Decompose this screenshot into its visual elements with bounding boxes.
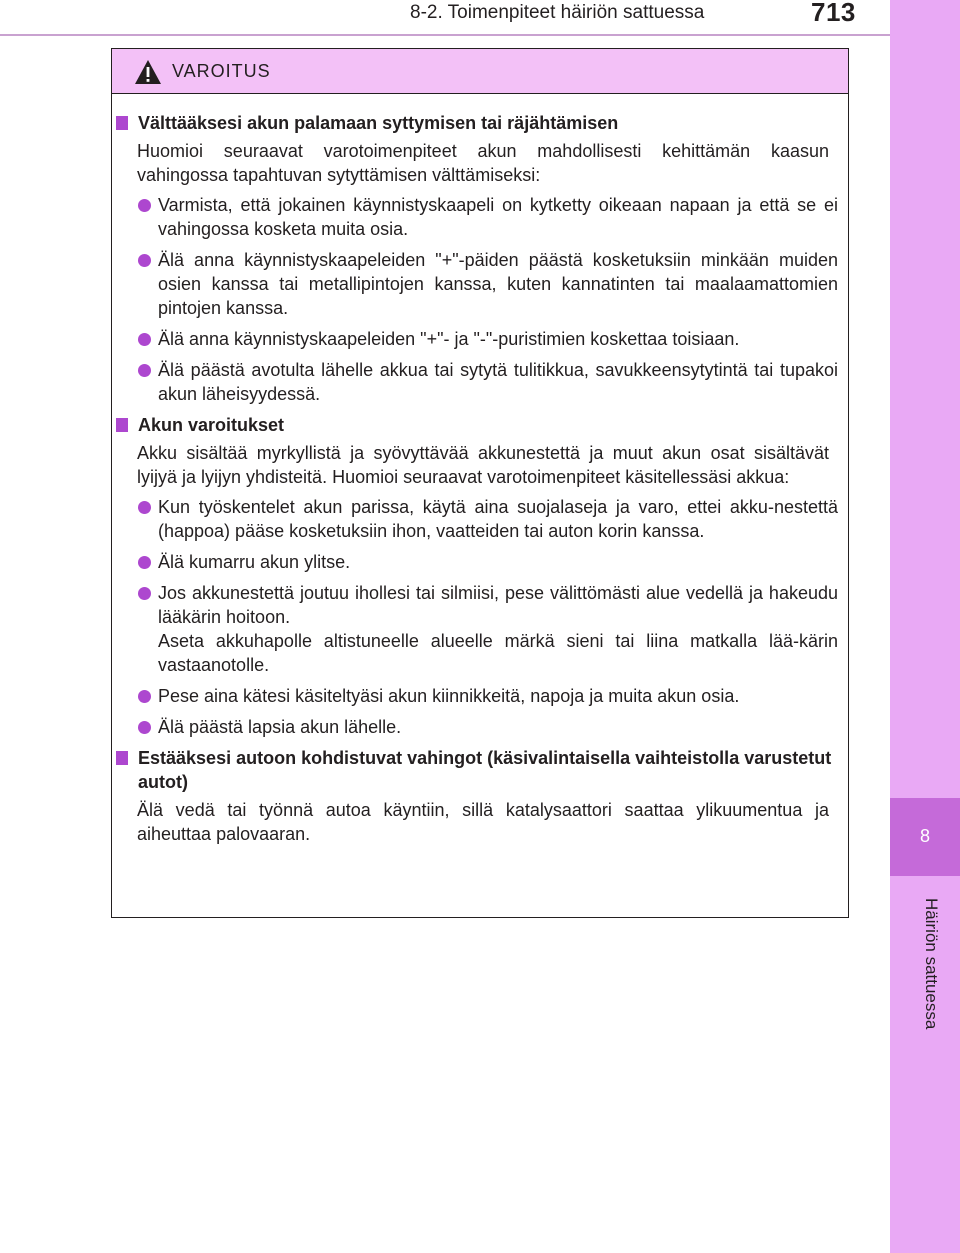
list-item <box>112 193 848 241</box>
list-item-text: Pese aina kätesi käsiteltyäsi akun kiinnikkeitä, napoja ja muita akun osia. <box>158 686 740 706</box>
list-item-text: Jos akkunestettä joutuu ihollesi tai silmiisi, pese välittömästi alue vedellä ja hakeudu lääkärin hoitoon. <box>158 583 838 627</box>
warning-box <box>111 48 849 918</box>
list-item <box>112 684 848 708</box>
section-heading <box>112 111 848 135</box>
warning-header <box>112 49 848 94</box>
circle-bullet-icon <box>138 333 151 346</box>
chapter-number: 8 <box>919 826 930 846</box>
circle-bullet-icon <box>138 254 151 267</box>
list-item <box>112 358 848 406</box>
circle-bullet-icon <box>138 556 151 569</box>
list-item-text: Älä kumarru akun ylitse. <box>158 552 351 572</box>
list-item-text: Varmista, että jokainen käynnistyskaapeli on kytketty oikeaan napaan ja että se ei vahingossa kosketa muita osia. <box>158 195 838 239</box>
circle-bullet-icon <box>138 364 151 377</box>
list-item-text: Kun työskentelet akun parissa, käytä aina suojalaseja ja varo, ettei akku-nestettä (happoa) pääse kosketuksiin ihon, vaatteiden tai auton korin kanssa. <box>158 497 838 541</box>
list-item <box>112 715 848 739</box>
square-bullet-icon <box>116 751 128 765</box>
list-item-text: Älä anna käynnistyskaapeleiden "+"-päiden päästä kosketuksiin minkään muiden osien kanssa tai metallipintojen kanssa, kuten kannatinten tai maalaamattomien pintojen kanssa. <box>158 250 838 318</box>
chapter-side-tab <box>890 0 960 1253</box>
list-item-text: Älä anna käynnistyskaapeleiden "+"- ja "-"-puristimien koskettaa toisiaan. <box>158 329 740 349</box>
square-bullet-icon <box>116 116 128 130</box>
warning-label: VAROITUS <box>172 61 271 81</box>
square-bullet-icon <box>116 418 128 432</box>
section-body: Akku sisältää myrkyllistä ja syövyttävää akkunestettä ja muut akun osat sisältävät lyijyä ja lyijyn yhdisteitä. Huomioi seuraavat varotoimenpiteet käsitellessäsi akkua: <box>137 443 829 487</box>
section-heading-text: Akun varoitukset <box>138 415 285 435</box>
section-body: Huomioi seuraavat varotoimenpiteet akun mahdollisesti kehittämän kaasun vahingossa tapahtuvan sytyttämisen välttämiseksi: <box>137 141 829 185</box>
section-heading <box>112 413 848 437</box>
section-heading-text: Estääksesi autoon kohdistuvat vahingot (käsivalintaisella vaihteistolla varustetut autot) <box>138 748 832 792</box>
circle-bullet-icon <box>138 501 151 514</box>
header-divider <box>0 34 890 36</box>
circle-bullet-icon <box>138 690 151 703</box>
section-title: 8-2. Toimenpiteet häiriön sattuessa <box>410 2 705 23</box>
circle-bullet-icon <box>138 587 151 600</box>
list-item-text: Älä päästä avotulta lähelle akkua tai sytytä tulitikkua, savukkeensytytintä tai tupakoi akun läheisyydessä. <box>158 360 838 404</box>
list-item <box>112 495 848 543</box>
list-item <box>112 550 848 574</box>
section-heading <box>112 746 848 794</box>
circle-bullet-icon <box>138 199 151 212</box>
section-heading-text: Välttääksesi akun palamaan syttymisen tai räjähtämisen <box>138 113 619 133</box>
section-body: Älä vedä tai työnnä autoa käyntiin, sillä katalysaattori saattaa ylikuumentua ja aiheuttaa palovaaran. <box>137 800 829 844</box>
list-item <box>112 327 848 351</box>
warning-content <box>112 105 848 852</box>
list-item-note: Aseta akkuhapolle altistuneelle alueelle märkä sieni tai liina matkalla lää-kärin vastaanotolle. <box>158 631 838 675</box>
circle-bullet-icon <box>138 721 151 734</box>
warning-triangle-icon <box>134 59 162 85</box>
chapter-number-box <box>890 798 960 876</box>
list-item-text: Älä päästä lapsia akun lähelle. <box>158 717 402 737</box>
list-item <box>112 248 848 320</box>
list-item <box>112 581 848 677</box>
page-number: 713 <box>811 0 856 27</box>
chapter-title: Häiriön sattuessa <box>922 898 941 1030</box>
